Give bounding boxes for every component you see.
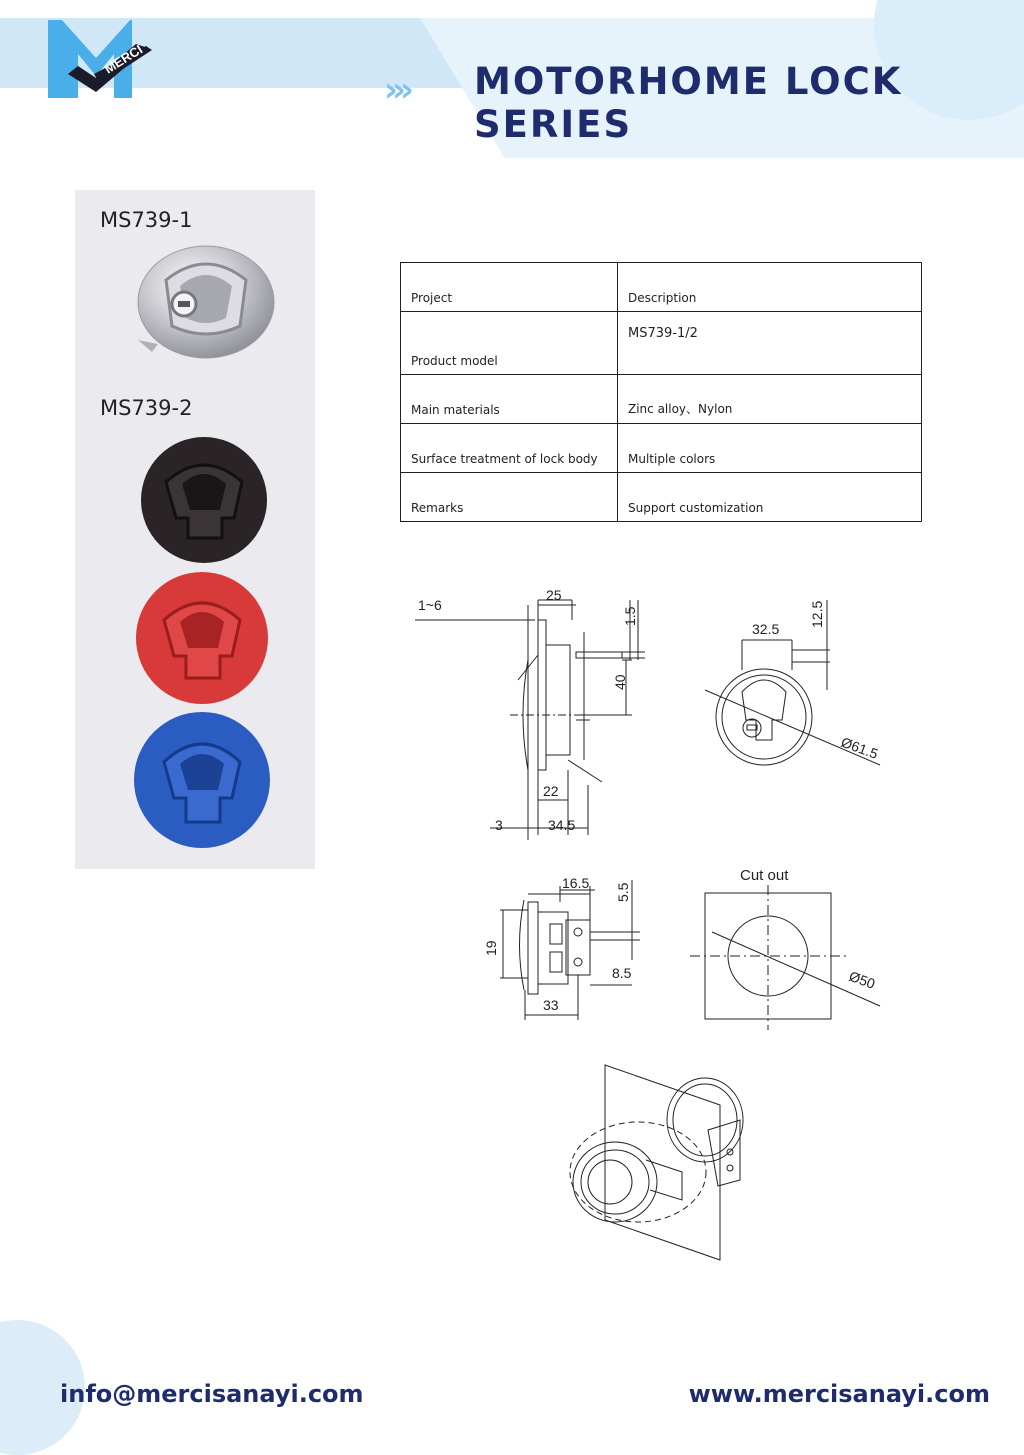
bottom-view <box>483 875 640 1020</box>
dim-side-inner: 22 <box>543 783 559 799</box>
table-cell-label: Main materials <box>401 375 618 424</box>
dim-front-width: 32.5 <box>752 621 780 637</box>
dim-front-diameter: Ø61.5 <box>838 733 881 762</box>
dim-side-depth: 34.5 <box>548 817 576 833</box>
table-cell-label: Product model <box>401 312 618 375</box>
dim-cut-out-diameter: Ø50 <box>846 967 878 992</box>
table-cell-label: Surface treatment of lock body <box>401 424 618 473</box>
dim-side-range: 1~6 <box>418 597 442 613</box>
dim-bottom-height: 19 <box>483 940 499 956</box>
table-cell-value: Description <box>618 263 922 312</box>
product-image-red <box>134 570 272 706</box>
page-title: MOTORHOME LOCK SERIES <box>474 60 903 146</box>
dim-bottom-gap: 5.5 <box>615 882 631 902</box>
table-row <box>401 312 922 375</box>
table-cell-value: MS739-1/2 <box>618 312 922 375</box>
side-view <box>415 587 645 840</box>
dim-side-top: 25 <box>546 587 562 603</box>
logo-text: MERCI <box>101 41 146 77</box>
dim-side-height: 40 <box>612 674 628 690</box>
merci-logo <box>48 18 158 100</box>
product-image-black <box>138 434 272 566</box>
isometric-view <box>570 1065 743 1260</box>
contact-email[interactable]: info@mercisanayi.com <box>60 1380 364 1408</box>
dim-bottom-depth: 33 <box>543 997 559 1013</box>
front-view <box>705 600 880 765</box>
dim-bottom-width: 16.5 <box>562 875 590 891</box>
model-label-2: MS739-2 <box>100 396 193 420</box>
spec-table <box>400 262 922 522</box>
table-row <box>401 375 922 424</box>
dim-side-gap: 1.5 <box>622 606 638 626</box>
table-cell-value: Zinc alloy、Nylon <box>618 375 922 424</box>
cut-out-view <box>690 867 880 1030</box>
dim-bottom-tail: 8.5 <box>612 965 632 981</box>
dim-front-offset: 12.5 <box>809 600 825 628</box>
technical-drawing <box>400 560 920 1280</box>
table-row <box>401 424 922 473</box>
model-label-1: MS739-1 <box>100 208 193 232</box>
product-image-blue <box>132 708 272 850</box>
table-cell-value: Support customization <box>618 473 922 522</box>
cut-out-title: Cut out <box>740 867 789 884</box>
table-cell-label: Remarks <box>401 473 618 522</box>
product-image-chrome <box>128 240 278 360</box>
website-link[interactable]: www.mercisanayi.com <box>688 1380 990 1408</box>
table-row <box>401 263 922 312</box>
table-cell-value: Multiple colors <box>618 424 922 473</box>
dim-side-wall: 3 <box>495 817 503 833</box>
table-row <box>401 473 922 522</box>
table-cell-label: Project <box>401 263 618 312</box>
header-arrows: ››› <box>384 70 409 110</box>
